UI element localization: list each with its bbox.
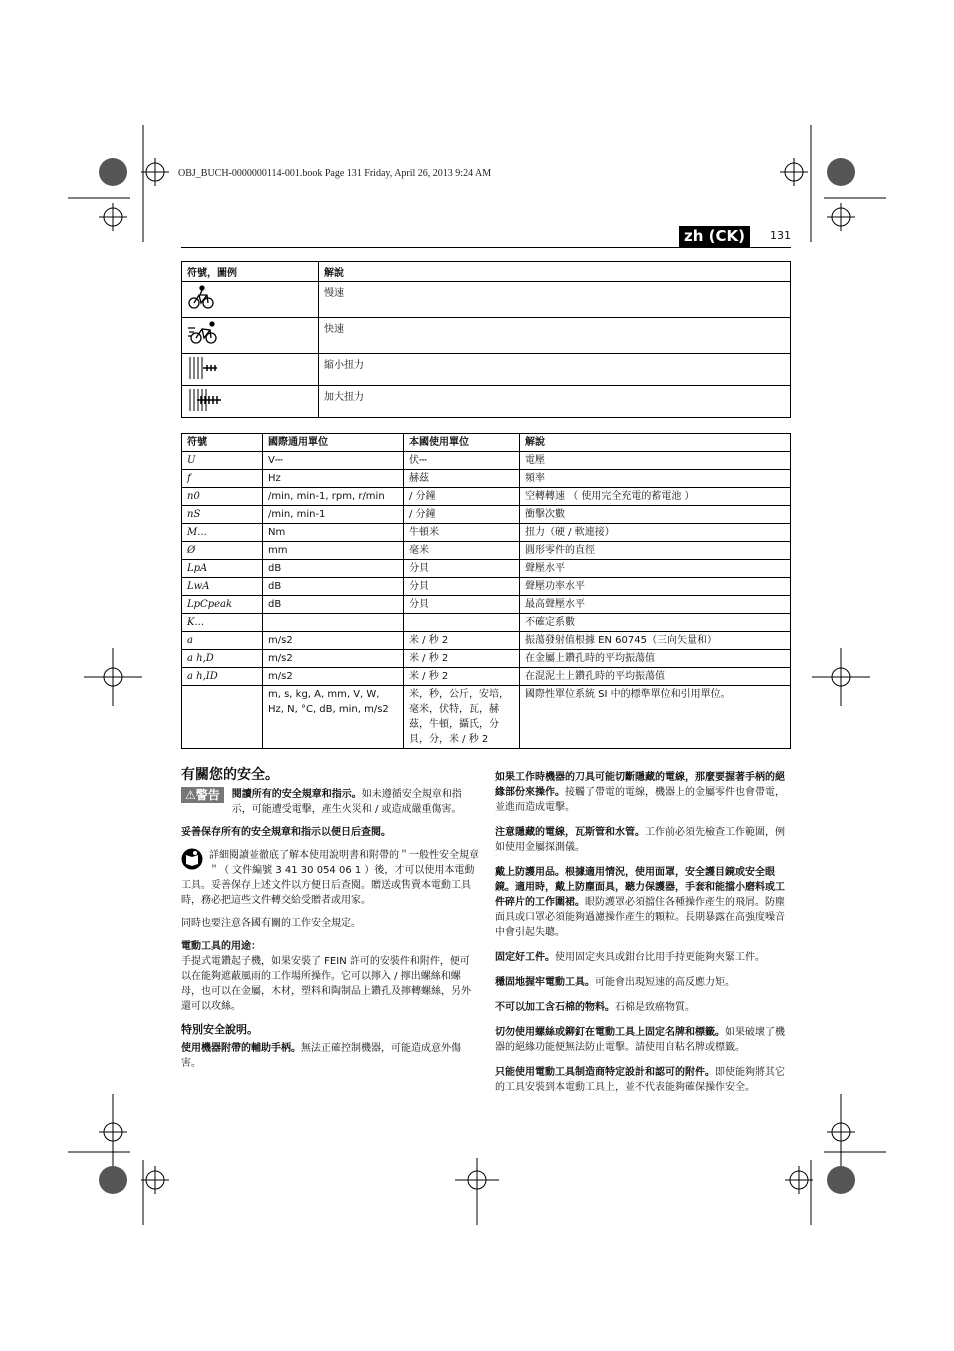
table-cell: 圓形零件的直徑 bbox=[520, 542, 791, 560]
table-cell: m/s2 bbox=[263, 650, 404, 668]
table-cell: V⎓ bbox=[263, 452, 404, 470]
table-cell: dB bbox=[263, 596, 404, 614]
table-cell: m, s, kg, A, mm, V, W, Hz, N, °C, dB, min, m/s2 bbox=[263, 686, 404, 749]
table-header-row bbox=[182, 434, 791, 452]
safety-item: 不可以加工含石棉的物料。石棉是致癌物質。 bbox=[495, 1002, 695, 1013]
table-cell: K... bbox=[182, 614, 263, 632]
table-cell: 空轉轉速 （ 使用完全充電的蓄電池 ） bbox=[520, 488, 791, 506]
table-cell: m/s2 bbox=[263, 668, 404, 686]
table-cell: 頻率 bbox=[520, 470, 791, 488]
table-header: 解說 bbox=[520, 434, 791, 452]
table-cell bbox=[182, 686, 263, 749]
slow-bicycle-icon bbox=[182, 282, 319, 318]
warning-paragraph bbox=[181, 787, 479, 817]
table-cell: M... bbox=[182, 524, 263, 542]
table-header: 解說 bbox=[319, 262, 791, 282]
read-manual-icon bbox=[181, 848, 203, 875]
table-header: 符號，圖例 bbox=[182, 262, 319, 282]
table-cell bbox=[404, 614, 520, 632]
table-cell: a h,D bbox=[182, 650, 263, 668]
table-cell: 扭力（硬 / 軟連接） bbox=[520, 524, 791, 542]
table-cell: 米 / 秒 2 bbox=[404, 632, 520, 650]
warning-text: 如未遵循安全規章和指示，可能遭受電擊，產生火災和 / 或造成嚴重傷害。 bbox=[231, 789, 462, 815]
table-cell: a bbox=[182, 632, 263, 650]
table-cell: 分貝 bbox=[404, 596, 520, 614]
table-cell: Nm bbox=[263, 524, 404, 542]
table-cell: n0 bbox=[182, 488, 263, 506]
table-cell: 衝擊次數 bbox=[520, 506, 791, 524]
warning-bold: 閱讀所有的安全規章和指示。 bbox=[231, 789, 362, 800]
table-cell: 米 / 秒 2 bbox=[404, 650, 520, 668]
table-row bbox=[182, 470, 791, 488]
table-row bbox=[182, 318, 791, 354]
header-rule bbox=[181, 247, 791, 248]
table-cell: 牛頓米 bbox=[404, 524, 520, 542]
table-cell: /min, min-1, rpm, r/min bbox=[263, 488, 404, 506]
table-cell: 米，秒，公斤，安培，毫米，伏特，瓦，赫茲，牛頓，攝氏，分貝，分，米 / 秒 2 bbox=[404, 686, 520, 749]
table-row bbox=[182, 282, 791, 318]
table-cell: a h,ID bbox=[182, 668, 263, 686]
table-row bbox=[182, 560, 791, 578]
table-cell: 最高聲壓水平 bbox=[520, 596, 791, 614]
table-header: 符號 bbox=[182, 434, 263, 452]
table-row bbox=[182, 614, 791, 632]
table-cell: 國際性單位系統 SI 中的標準單位和引用單位。 bbox=[520, 686, 791, 749]
table-cell: 米 / 秒 2 bbox=[404, 668, 520, 686]
table-cell: 分貝 bbox=[404, 560, 520, 578]
table-header-row bbox=[182, 262, 791, 282]
table-row bbox=[182, 686, 791, 749]
table-cell: LwA bbox=[182, 578, 263, 596]
table-cell: 快速 bbox=[319, 318, 791, 354]
table-cell: nS bbox=[182, 506, 263, 524]
special-safety-text: 使用機器附帶的輔助手柄。無法正確控制機器，可能造成意外傷害。 bbox=[181, 1043, 461, 1069]
table-cell: 毫米 bbox=[404, 542, 520, 560]
table-cell: 聲壓水平 bbox=[520, 560, 791, 578]
table-cell: 聲壓功率水平 bbox=[520, 578, 791, 596]
table-row bbox=[182, 452, 791, 470]
table-row bbox=[182, 542, 791, 560]
language-badge: zh (CK) bbox=[679, 226, 750, 247]
table-header: 國際通用單位 bbox=[263, 434, 404, 452]
table-cell: f bbox=[182, 470, 263, 488]
table-row bbox=[182, 650, 791, 668]
table-row bbox=[182, 668, 791, 686]
left-column bbox=[181, 768, 479, 1079]
table-cell: 慢速 bbox=[319, 282, 791, 318]
keep-instructions: 妥善保存所有的安全規章和指示以便日后查閱。 bbox=[181, 827, 391, 838]
section-title: 有關您的安全。 bbox=[181, 767, 279, 783]
table-cell: Hz bbox=[263, 470, 404, 488]
table-cell: /min, min-1 bbox=[263, 506, 404, 524]
increase-torque-icon bbox=[182, 386, 319, 418]
table-cell: m/s2 bbox=[263, 632, 404, 650]
table-row bbox=[182, 632, 791, 650]
table-cell: 伏⎓ bbox=[404, 452, 520, 470]
table-cell bbox=[263, 614, 404, 632]
symbol-icon-table bbox=[181, 261, 791, 418]
safety-item: 切勿使用螺絲或鉚釘在電動工具上固定名牌和標籤。如果破壞了機器的絕緣功能便無法防止電擊。請使用自粘名牌或標籤。 bbox=[495, 1027, 785, 1053]
table-cell: 電壓 bbox=[520, 452, 791, 470]
safety-item: 注意隱藏的電線，瓦斯管和水管。工作前必須先檢查工作範圍，例如使用金屬探測儀。 bbox=[495, 827, 785, 853]
table-cell: 振蕩發射值根據 EN 60745（三向矢量和） bbox=[520, 632, 791, 650]
intended-use-text: 手提式電鑽起子機，如果安裝了 FEIN 許可的安裝件和附件，便可以在能夠遮蔽風雨的工作場所操作。它可以擰入 / 擰出螺絲和螺母，也可以在金屬，木材，塑料和陶制品上鑽孔及擰轉螺絲，另外還可以攻絲。 bbox=[181, 956, 471, 1012]
safety-item: 如果工作時機器的刀具可能切斷隱藏的電線，那麼要握著手柄的絕緣部份來操作。接觸了帶電的電線，機器上的金屬零件也會帶電，並進而造成電擊。 bbox=[495, 772, 785, 813]
table-cell: 在混泥土上鑽孔時的平均振蕩值 bbox=[520, 668, 791, 686]
table-row bbox=[182, 524, 791, 542]
table-cell: Ø bbox=[182, 542, 263, 560]
also-note: 同時也要注意各國有關的工作安全規定。 bbox=[181, 918, 361, 929]
table-row bbox=[182, 488, 791, 506]
table-cell: 赫茲 bbox=[404, 470, 520, 488]
table-cell: 縮小扭力 bbox=[319, 354, 791, 386]
table-row bbox=[182, 578, 791, 596]
right-column bbox=[495, 770, 790, 1105]
table-cell: U bbox=[182, 452, 263, 470]
units-table bbox=[181, 433, 791, 749]
table-row bbox=[182, 386, 791, 418]
read-manual-paragraph bbox=[181, 848, 479, 908]
intended-use-heading: 電動工具的用途： bbox=[181, 941, 261, 952]
page-number: 131 bbox=[770, 229, 791, 242]
special-safety-heading: 特別安全說明。 bbox=[181, 1023, 258, 1036]
table-cell: LpCpeak bbox=[182, 596, 263, 614]
safety-item: 戴上防護用品。根據適用情況，使用面罩，安全護目鏡或安全眼鏡。適用時，戴上防塵面具，聽力保護器，手套和能擋小磨料或工件碎片的工作圍裙。眼防護罩必須擋住各種操作產生的飛屑。防塵面具或口罩必須能夠過濾操作產生的顆粒。長期暴露在高強度噪音中會引起失聰。 bbox=[495, 867, 785, 938]
table-row bbox=[182, 354, 791, 386]
table-cell: dB bbox=[263, 578, 404, 596]
units-table-body bbox=[182, 452, 791, 749]
decrease-torque-icon bbox=[182, 354, 319, 386]
safety-item: 穩固地握牢電動工具。可能會出現短速的高反應力矩。 bbox=[495, 977, 735, 988]
warning-badge: ⚠警告 bbox=[181, 787, 224, 803]
table-cell: 不確定系數 bbox=[520, 614, 791, 632]
table-cell: LpA bbox=[182, 560, 263, 578]
table-cell: 分貝 bbox=[404, 578, 520, 596]
safety-item: 固定好工件。使用固定夾具或鉗台比用手持更能夠夾緊工件。 bbox=[495, 952, 765, 963]
table-cell: 加大扭力 bbox=[319, 386, 791, 418]
fast-bicycle-icon bbox=[182, 318, 319, 354]
read-manual-text: 詳細閱讀並徹底了解本使用說明書和附帶的＂一般性安全規章＂（ 文件編號 3 41 30 054 06 1 ）後，才可以使用本電動工具。妥善保存上述文件以方便日后查閱。贈送或售賣本電動工具時，務必把這些文件轉交給受贈者或用家。 bbox=[181, 850, 479, 906]
table-cell: / 分鐘 bbox=[404, 506, 520, 524]
book-file-line: OBJ_BUCH-0000000114-001.book Page 131 Friday, April 26, 2013 9:24 AM bbox=[178, 168, 492, 179]
table-cell: 在金屬上鑽孔時的平均振蕩值 bbox=[520, 650, 791, 668]
table-row bbox=[182, 506, 791, 524]
table-cell: dB bbox=[263, 560, 404, 578]
table-header: 本國使用單位 bbox=[404, 434, 520, 452]
safety-item: 只能使用電動工具制造商特定設計和認可的附件。即使能夠將其它的工具安裝到本電動工具上，並不代表能夠確保操作安全。 bbox=[495, 1067, 785, 1093]
table-cell: / 分鐘 bbox=[404, 488, 520, 506]
table-cell: mm bbox=[263, 542, 404, 560]
table-row bbox=[182, 596, 791, 614]
